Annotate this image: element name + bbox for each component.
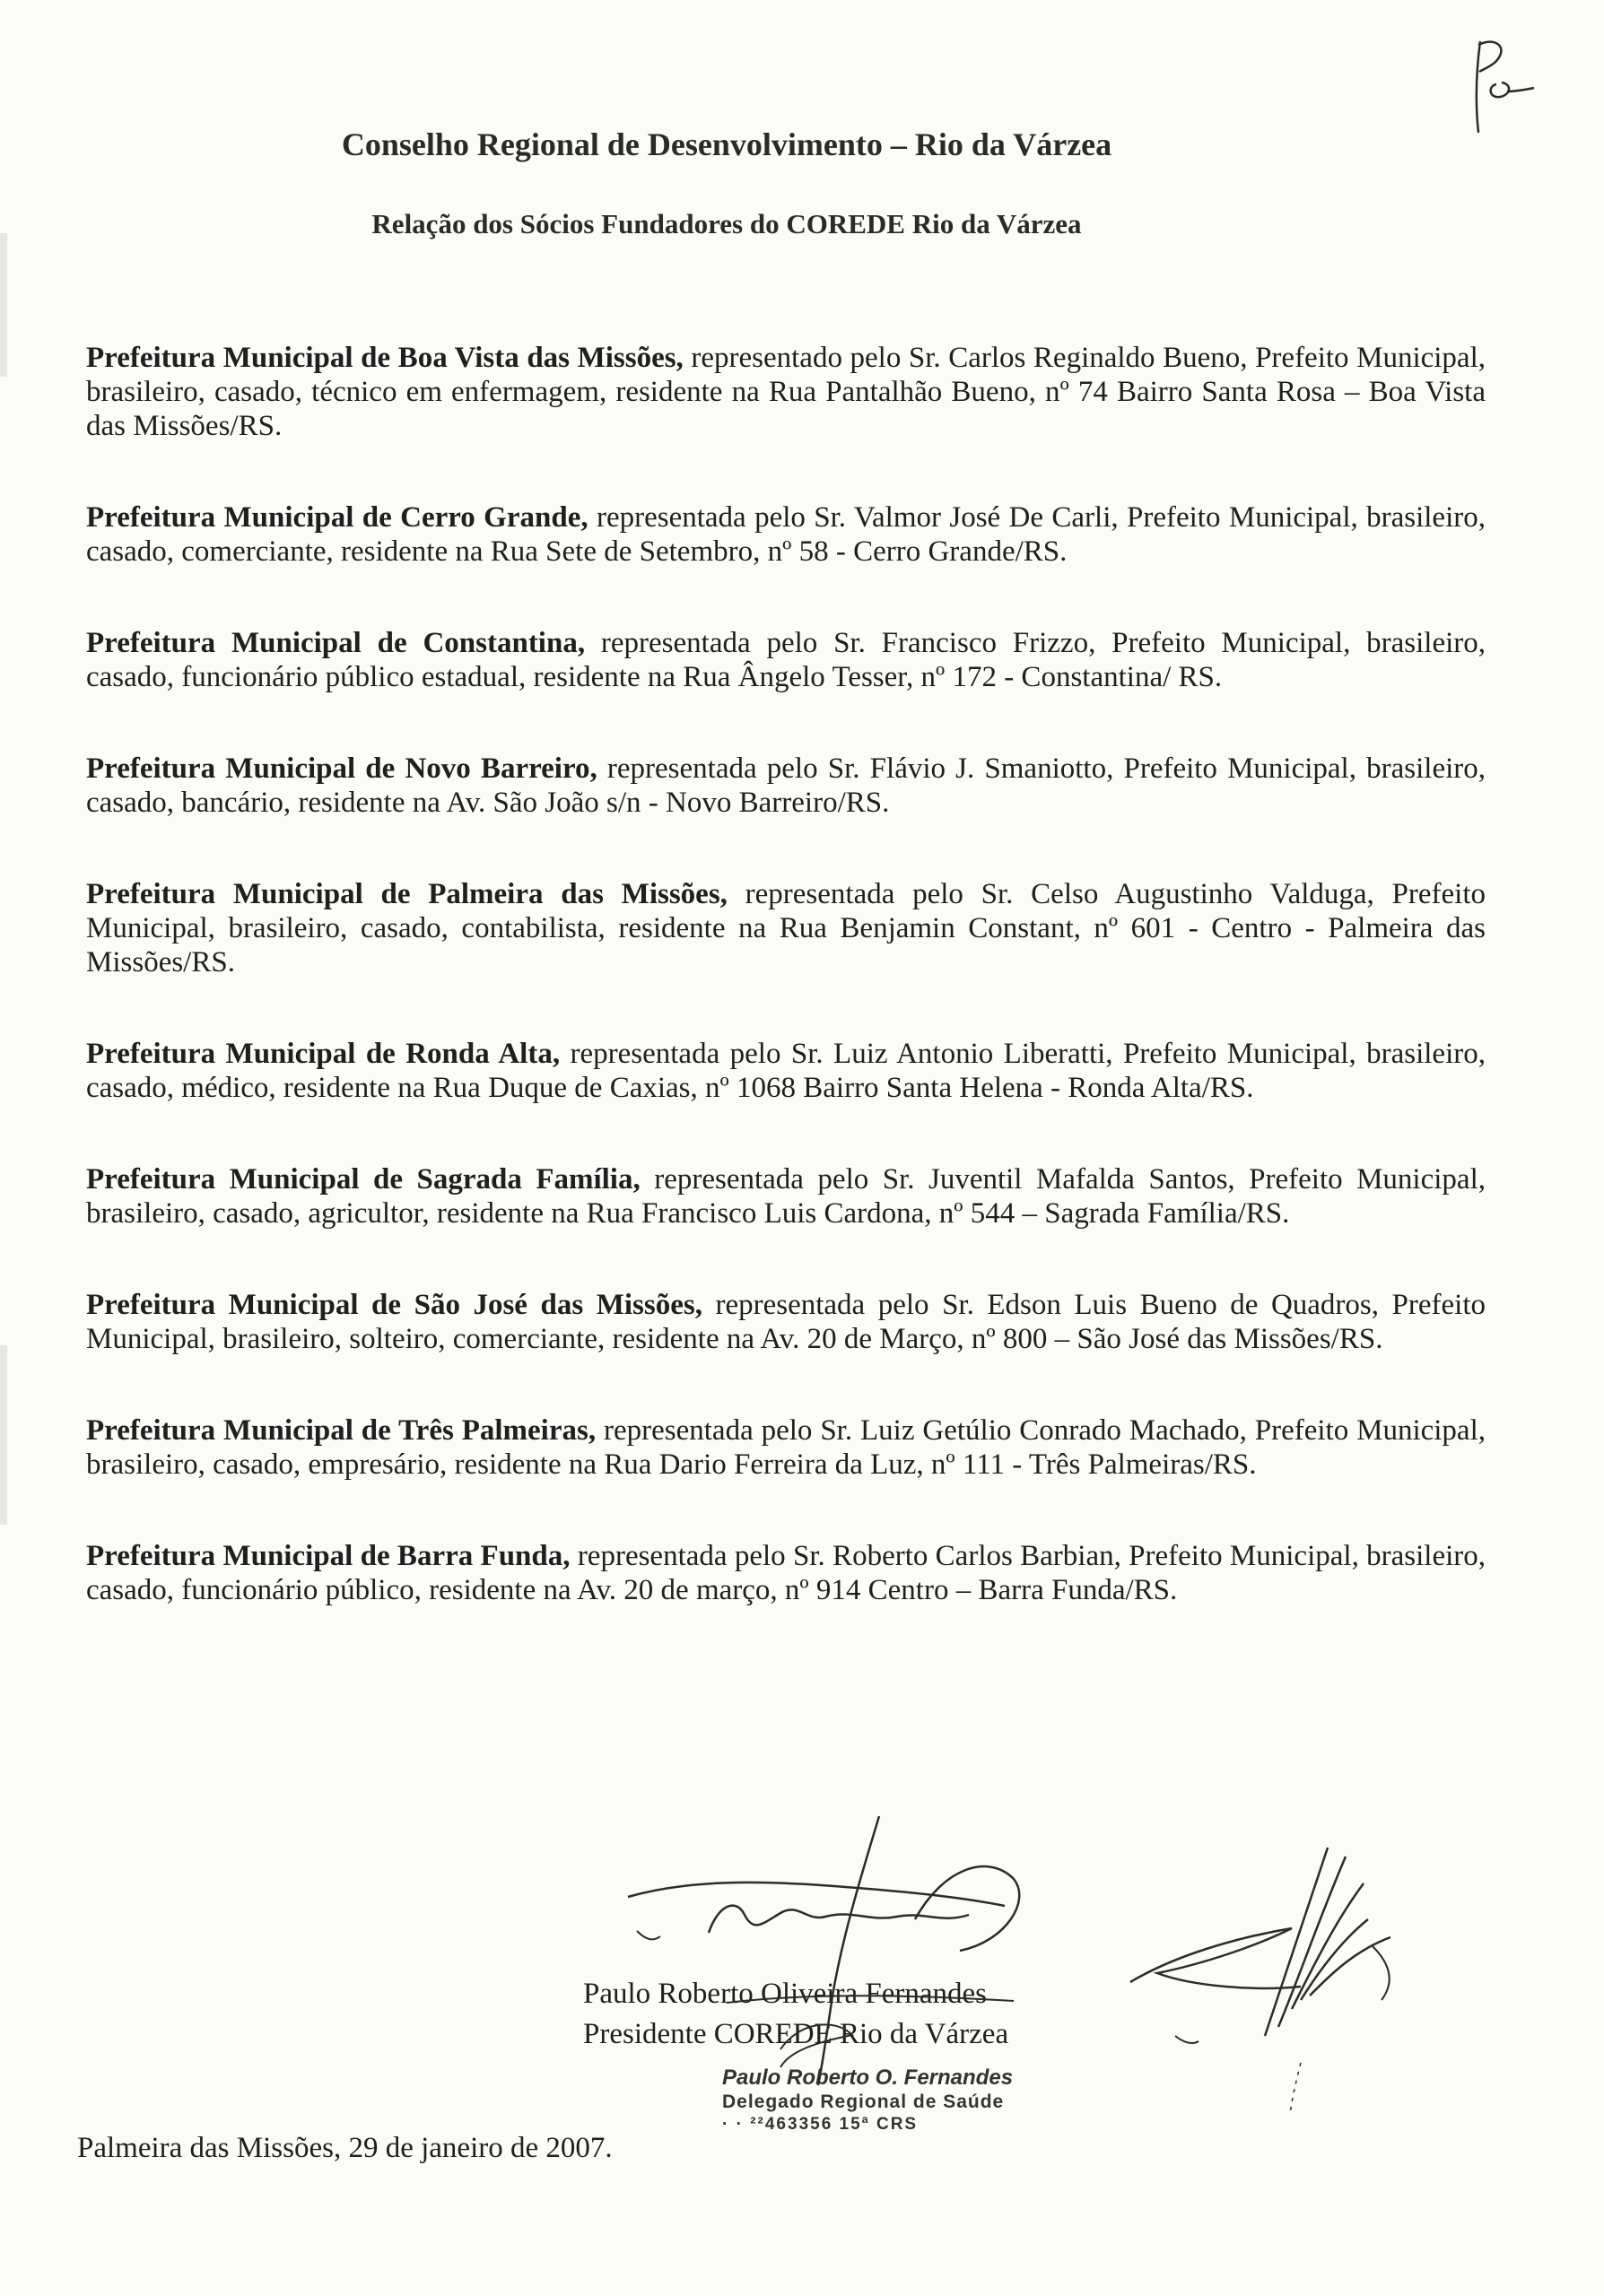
member-entry	[86, 1162, 1486, 1231]
entry-details: representada pelo Sr. Francisco Frizzo, Prefeito Municipal, brasileiro, casado, funcionário público estadual, residente na Rua Ângelo Tesser, nº 172 - Constantina/ RS.	[86, 627, 1486, 693]
entry-details: representada pelo Sr. Luiz Getúlio Conrado Machado, Prefeito Municipal, brasileiro, casado, empresário, residente na Rua Dario Ferreira da Luz, nº 111 - Três Palmeiras/RS.	[86, 1414, 1486, 1481]
document-title: Conselho Regional de Desenvolvimento – Rio da Várzea	[341, 126, 1112, 162]
entry-details: representada pelo Sr. Flávio J. Smaniotto, Prefeito Municipal, brasileiro, casado, bancário, residente na Av. São João s/n - Novo Barreiro/RS.	[86, 752, 1486, 819]
handwritten-initials-icon	[1460, 32, 1550, 140]
member-entry	[86, 1413, 1486, 1482]
member-entry	[86, 877, 1486, 979]
entry-municipality: Prefeitura Municipal de Novo Barreiro,	[86, 752, 597, 785]
member-entry	[86, 1288, 1486, 1356]
stamp-registration: · · ²²463356 15ª CRS	[722, 2115, 919, 2134]
scan-edge-mark	[0, 1345, 7, 1525]
member-entry	[86, 1037, 1486, 1105]
stamp-name: Paulo Roberto O. Fernandes	[722, 2066, 1014, 2090]
second-signature-icon	[1121, 1830, 1417, 2117]
entry-municipality: Prefeitura Municipal de Três Palmeiras,	[86, 1414, 597, 1447]
member-entry	[86, 341, 1486, 443]
entry-municipality: Prefeitura Municipal de Cerro Grande,	[86, 501, 588, 534]
entry-details: representado pelo Sr. Carlos Reginaldo Bueno, Prefeito Municipal, brasileiro, casado, técnico em enfermagem, residente na Rua Pantalhão Bueno, nº 74 Bairro Santa Rosa – Boa Vista das Missões/RS.	[86, 342, 1486, 442]
entry-municipality: Prefeitura Municipal de São José das Missões,	[86, 1289, 702, 1321]
place-and-date: Palmeira das Missões, 29 de janeiro de 2007.	[77, 2132, 613, 2164]
member-entry	[86, 626, 1486, 694]
member-list	[86, 341, 1486, 1665]
entry-details: representada pelo Sr. Juventil Mafalda Santos, Prefeito Municipal, brasileiro, casado, agricultor, residente na Rua Francisco Luis Cardona, nº 544 – Sagrada Família/RS.	[86, 1163, 1486, 1230]
document-subtitle: Relação dos Sócios Fundadores do COREDE Rio da Várzea	[371, 208, 1082, 239]
entry-municipality: Prefeitura Municipal de Constantina,	[86, 627, 586, 659]
entry-details: representada pelo Sr. Edson Luis Bueno de Quadros, Prefeito Municipal, brasileiro, solteiro, comerciante, residente na Av. 20 de Março, nº 800 – São José das Missões/RS.	[86, 1289, 1486, 1355]
entry-details: representada pelo Sr. Celso Augustinho Valduga, Prefeito Municipal, brasileiro, casado, contabilista, residente na Rua Benjamin Constant, nº 601 - Centro - Palmeira das Missões/RS.	[86, 878, 1486, 978]
entry-municipality: Prefeitura Municipal de Boa Vista das Missões,	[86, 342, 684, 374]
signer-role: Presidente COREDE Rio da Várzea	[583, 2018, 1009, 2050]
entry-details: representada pelo Sr. Luiz Antonio Liberatti, Prefeito Municipal, brasileiro, casado, médico, residente na Rua Duque de Caxias, nº 1068 Bairro Santa Helena - Ronda Alta/RS.	[86, 1038, 1486, 1104]
entry-municipality: Prefeitura Municipal de Ronda Alta,	[86, 1038, 561, 1070]
entry-municipality: Prefeitura Municipal de Barra Funda,	[86, 1540, 571, 1572]
member-entry	[86, 500, 1486, 569]
member-entry	[86, 752, 1486, 820]
entry-details: representada pelo Sr. Valmor José De Carli, Prefeito Municipal, brasileiro, casado, comerciante, residente na Rua Sete de Setembro, nº 58 - Cerro Grande/RS.	[86, 501, 1486, 568]
entry-municipality: Prefeitura Municipal de Sagrada Família,	[86, 1163, 641, 1196]
entry-details: representada pelo Sr. Roberto Carlos Barbian, Prefeito Municipal, brasileiro, casado, funcionário público, residente na Av. 20 de março, nº 914 Centro – Barra Funda/RS.	[86, 1540, 1486, 1606]
signer-name: Paulo Roberto Oliveira Fernandes	[583, 1978, 987, 2010]
entry-municipality: Prefeitura Municipal de Palmeira das Missões,	[86, 878, 728, 910]
member-entry	[86, 1539, 1486, 1607]
stamp-title: Delegado Regional de Saúde	[722, 2092, 1005, 2112]
scan-edge-mark	[0, 233, 7, 377]
